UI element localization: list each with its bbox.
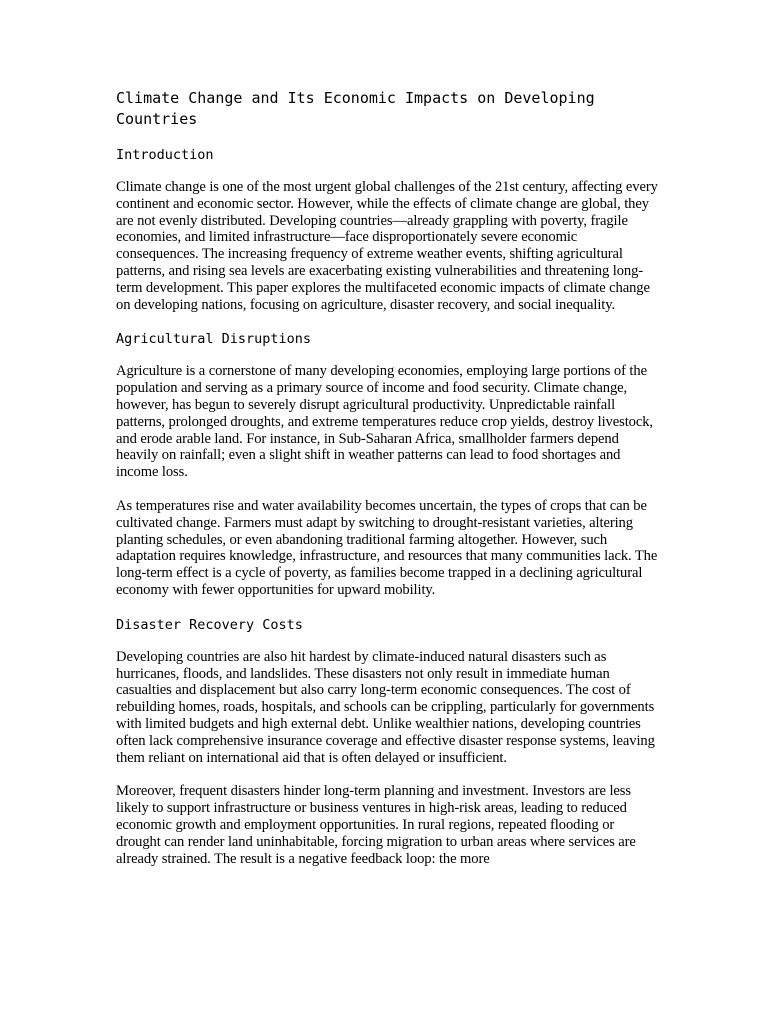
paragraph: Climate change is one of the most urgent global challenges of the 21st century, affecting every continent and economic sector. However, while the effects of climate change are global, they are not evenly distributed. Developing countries—already grappling with poverty, fragile economies, and limited infrastructure—face disproportionately severe economic consequences. The increasing frequency of extreme weather events, shifting agricultural patterns, and rising sea levels are exacerbating existing vulnerabilities and threatening long-term development. This paper explores the multifaceted economic impacts of climate change on developing nations, focusing on agriculture, disaster recovery, and social inequality. (116, 179, 658, 313)
section-heading: Introduction (116, 147, 214, 163)
section-introduction (116, 146, 658, 313)
paragraph: Moreover, frequent disasters hinder long-term planning and investment. Investors are less likely to support infrastructure or business ventures in high-risk areas, leading to reduced economic growth and employment opportunities. In rural regions, repeated flooding or drought can render land uninhabitable, forcing migration to urban areas where services are already strained. The result is a negative feedback loop: the more (116, 783, 636, 867)
document-page (116, 88, 658, 884)
section-disaster-recovery-costs (116, 616, 658, 868)
paragraph: Developing countries are also hit hardest by climate-induced natural disasters such as hurricanes, floods, and landslides. These disasters not only result in immediate human casualties and displacement but also carry long-term economic consequences. The cost of rebuilding homes, roads, hospitals, and schools can be crippling, particularly for governments with limited budgets and high external debt. Unlike wealthier nations, developing countries often lack comprehensive insurance coverage and effective disaster response systems, leaving them reliant on international aid that is often delayed or insufficient. (116, 648, 655, 766)
section-heading: Agricultural Disruptions (116, 331, 312, 348)
section-agricultural-disruptions (116, 330, 658, 598)
paragraph: Agriculture is a cornerstone of many developing economies, employing large portions of the population and serving as a primary source of income and food security. Climate change, however, has begun to severely disrupt agricultural productivity. Unpredictable rainfall patterns, prolonged droughts, and extreme temperatures reduce crop yields, destroy livestock, and erode arable land. For instance, in Sub-Saharan Africa, smallholder farmers depend heavily on rainfall; even a slight shift in weather patterns can lead to food shortages and income loss. (116, 363, 653, 481)
paragraph: As temperatures rise and water availability becomes uncertain, the types of crops that can be cultivated change. Farmers must adapt by switching to drought-resistant varieties, altering planting schedules, or even abandoning traditional farming altogether. However, such adaptation requires knowledge, infrastructure, and resources that many communities lack. The long-term effect is a cycle of poverty, as families become trapped in a declining agricultural economy with fewer opportunities for upward mobility. (116, 497, 658, 598)
document-title: Climate Change and Its Economic Impacts on Developing Countries (116, 89, 595, 128)
section-heading: Disaster Recovery Costs (116, 616, 303, 633)
